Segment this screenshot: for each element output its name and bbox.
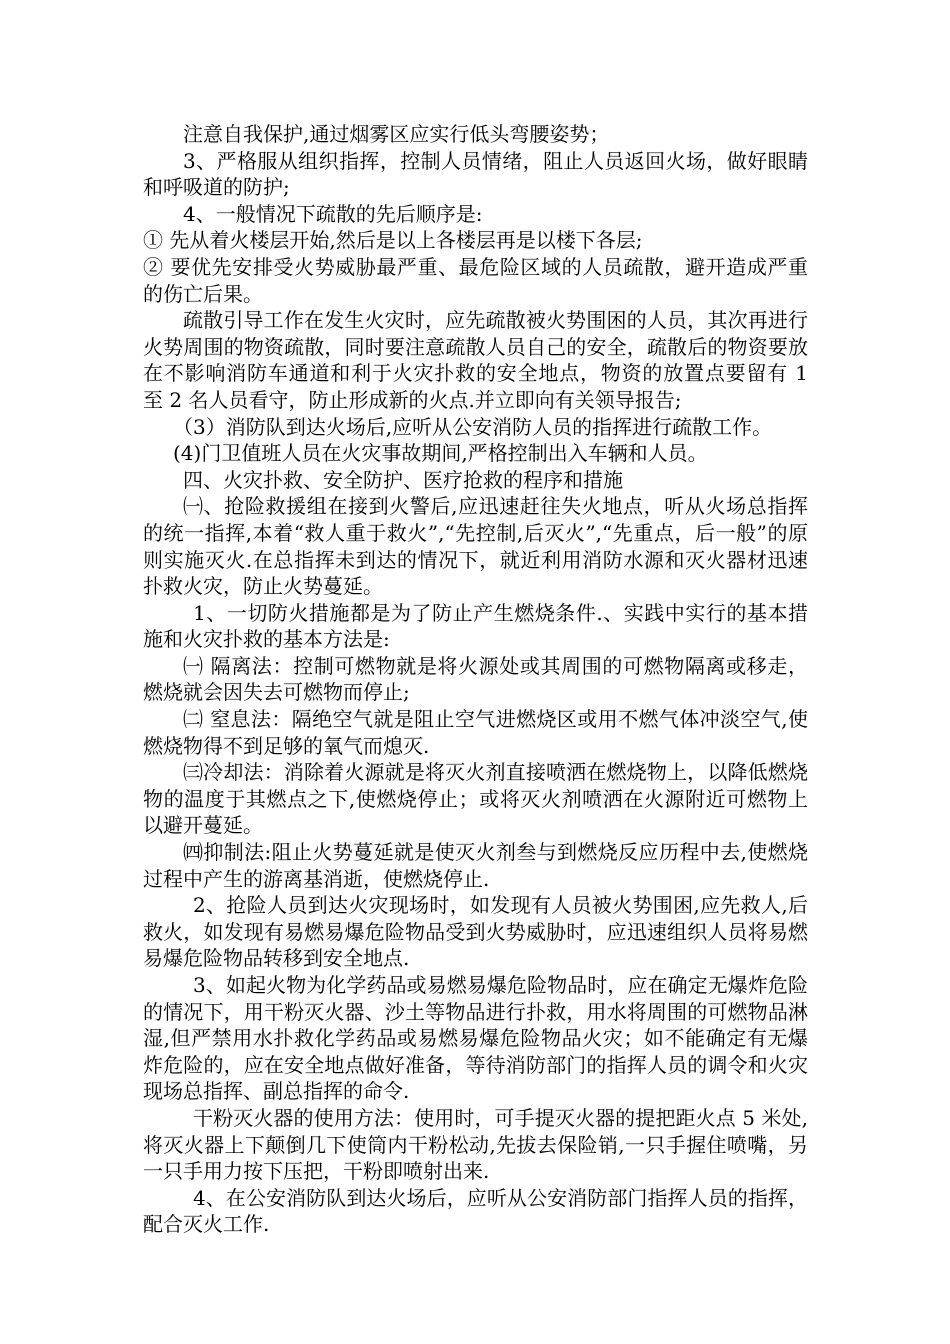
paragraph: ㈡ 窒息法：隔绝空气就是阻止空气进燃烧区或用不燃气体冲淡空气,使燃烧物得不到足够的氧气而熄灭. [143, 707, 808, 758]
document-body [143, 121, 808, 1238]
paragraph: 注意自我保护,通过烟雾区应实行低头弯腰姿势； [183, 122, 610, 146]
paragraph: ㈠ 隔离法：控制可燃物就是将火源处或其周围的可燃物隔离或移走，燃烧就会因失去可燃物而停止; [143, 653, 808, 705]
list-item: ② 要优先安排受火势威胁最严重、最危险区域的人员疏散，避开造成严重的伤亡后果。 [143, 254, 808, 306]
paragraph: ㈣抑制法:阻止火势蔓延就是使灭火剂叁与到燃烧反应历程中去,使燃烧过程中产生的游离基消逝，使燃烧停止. [143, 840, 808, 891]
paragraph: 1、一切防火措施都是为了防止产生燃烧条件.、实践中实行的基本措施和火灾扑救的基本方法是: [143, 600, 808, 652]
paragraph: ㈢冷却法：消除着火源就是将灭火剂直接喷洒在燃烧物上，以降低燃烧物的温度于其燃点之下,使燃烧停止；或将灭火剂喷洒在火源附近可燃物上以避开蔓延。 [143, 760, 808, 838]
paragraph: 4、在公安消防队到达火场后，应听从公安消防部门指挥人员的指挥，配合灭火工作. [143, 1185, 808, 1237]
paragraph: 4、一般情况下疏散的先后顺序是: [183, 201, 483, 226]
paragraph: 疏散引导工作在发生火灾时，应先疏散被火势围困的人员，其次再进行火势周围的物资疏散，同时要注意疏散人员自己的安全，疏散后的物资要放在不影响消防车通道和利于火灾扑救的安全地点，物资的放置点要留有 1 至 2 名人员看守，防止形成新的火点.并立即向有关领导报告; [143, 308, 808, 412]
paragraph: 干粉灭火器的使用方法：使用时，可手提灭火器的提把距火点 5 米处,将灭火器上下颠倒几下使筒内干粉松动,先拔去保险销,一只手握住喷嘴，另一只手用力按下压把，干粉即喷射出来. [143, 1105, 808, 1184]
paragraph: (4)门卫值班人员在火灾事故期间,严格控制出入车辆和人员。 [173, 441, 708, 466]
paragraph: ㈠、抢险救援组在接到火警后,应迅速赶往失火地点，听从火场总指挥的统一指挥,本着“救人重于救火”,“先控制,后灭火”,“先重点，后一般”的原则实施灭火.在总指挥未到达的情况下，就近利用消防水源和灭火器材迅速扑救火灾，防止火势蔓延。 [143, 494, 808, 599]
section-heading: 四、火灾扑救、安全防护、医疗抢救的程序和措施 [183, 467, 623, 492]
paragraph: 2、抢险人员到达火灾现场时，如发现有人员被火势围困,应先救人,后救火，如发现有易燃易爆危险物品受到火势威胁时，应迅速组织人员将易燃易爆危险物品转移到安全地点. [143, 893, 808, 971]
paragraph: （3）消防队到达火场后,应听从公安消防人员的指挥进行疏散工作。 [173, 414, 773, 439]
list-item: ① 先从着火楼层开始,然后是以上各楼层再是以楼下各层; [143, 228, 643, 253]
paragraph: 3、严格服从组织指挥，控制人员情绪，阻止人员返回火场，做好眼睛和呼吸道的防护; [143, 148, 808, 200]
paragraph: 3、如起火物为化学药品或易燃易爆危险物品时，应在确定无爆炸危险的情况下，用干粉灭火器、沙土等物品进行扑救，用水将周围的可燃物品淋湿,但严禁用水扑救化学药品或易燃易爆危险物品火灾；如不能确定有无爆炸危险的，应在安全地点做好准备，等待消防部门的指挥人员的调令和火灾现场总指挥、副总指挥的命令. [143, 973, 808, 1104]
